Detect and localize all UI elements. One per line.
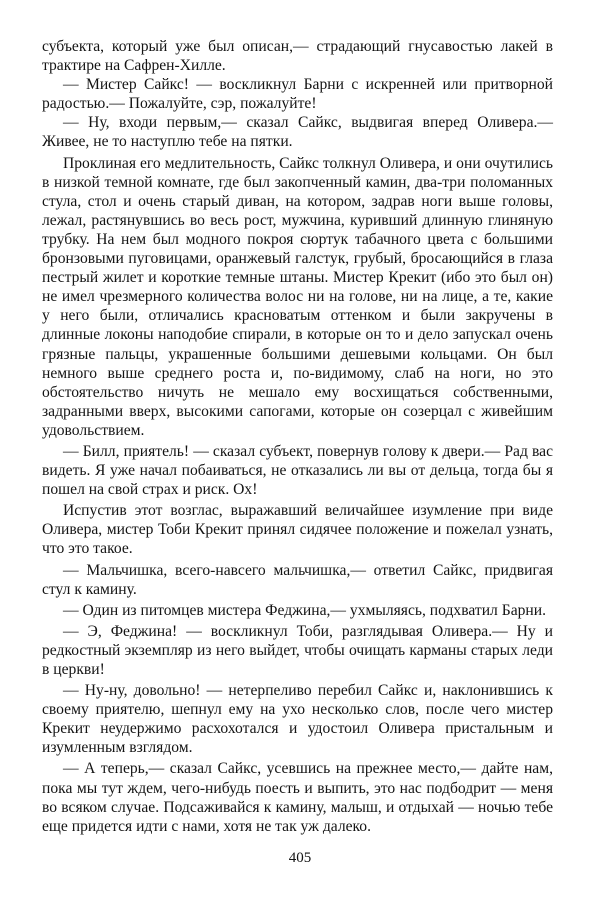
paragraph-sikes-enter: — Ну, входи первым,— сказал Сайкс, выдвигая вперед Оливера.— Живее, не то наступлю тебе на пятки.: [42, 114, 553, 151]
paragraph-barni-greeting: — Мистер Сайкс! — воскликнул Барни с искренней или притворной радостью.— Пожалуйте, сэр, пожалуйте!: [42, 76, 553, 113]
paragraph-toby-fagin: — Э, Феджина! — воскликнул Тоби, разглядывая Оливера.— Ну и редкостный экземпляр из него выйдет, чтобы очищать карманы старых леди в церкви!: [42, 622, 553, 678]
paragraph-sikes-boy: — Мальчишка, всего-навсего мальчишка,— ответил Сайкс, придвигая стул к камину.: [42, 561, 553, 598]
paragraph-sikes-whisper: — Ну-ну, довольно! — нетерпеливо перебил Сайкс и, наклонившись к своему приятелю, шепнул ему на ухо несколько слов, после чего мистер Крекит неудержимо расхохотался и удостоил Оливера пристальным и изумленным взглядом.: [42, 682, 553, 757]
paragraph-continuation: субъекта, который уже был описан,— страдающий гнусавостью лакей в трактире на Сафрен-Хилле.: [42, 38, 553, 75]
paragraph-toby-surprise: Испустив этот возглас, выражавший величайшее изумление при виде Оливера, мистер Тоби Крекит принял сидячее положение и пожелал узнать, что это такое.: [42, 502, 553, 558]
page-number: 405: [288, 850, 312, 866]
paragraph-sikes-eat: — А теперь,— сказал Сайкс, усевшись на прежнее место,— дайте нам, пока мы тут ждем, чего-нибудь поесть и выпить, это нас подбодрит — меня во всяком случае. Подсаживайся к камину, малыш, и отдыхай — ночью тебе еще придется идти с нами, хотя не так уж далеко.: [42, 760, 553, 835]
paragraph-barni-fagin: — Один из питомцев мистера Феджина,— ухмыляясь, подхватил Барни.: [63, 601, 546, 619]
paragraph-crackit-description: Проклиная его медлительность, Сайкс толкнул Оливера, и они очутились в низкой темной комнате, где был закопченный камин, два-три поломанных стула, стол и очень старый диван, на котором, задрав ноги выше головы, лежал, растянувшись во весь рост, мужчина, куривший длинную глиняную трубку. На нем был модного покроя сюртук табачного цвета с большими бронзовыми пуговицами, оранжевый галстук, грубый, бросающийся в глаза пестрый жилет и короткие темные штаны. Мистер Крекит (ибо это был он) не имел чрезмерного количества волос ни на голове, ни на лице, а те, какие у него были, отличались красноватым оттенком и были закручены в длинные локоны наподобие спирали, в которые он то и дело запускал очень грязные пальцы, украшенные большими дешевыми кольцами. Он был немного выше среднего роста и, по-видимому, слаб на ноги, но это обстоятельство ничуть не мешало ему восхищаться собственными, задранными вверх, высокими сапогами, которые он созерцал с живейшим удовольствием.: [42, 154, 553, 439]
page-text: [42, 37, 553, 836]
paragraph-toby-greeting: — Билл, приятель! — сказал субъект, повернув голову к двери.— Рад вас видеть. Я уже начал побаиваться, не отказались ли вы от дельца, тогда бы я пошел на свой страх и риск. Ох!: [42, 442, 553, 499]
